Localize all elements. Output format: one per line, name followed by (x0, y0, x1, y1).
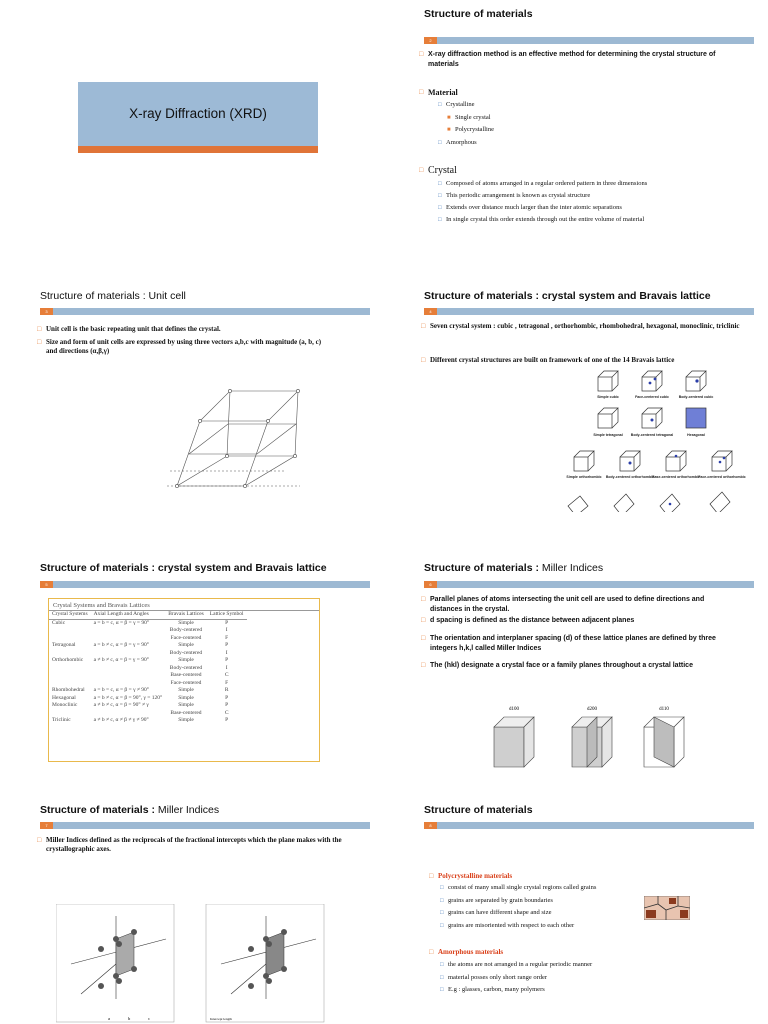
slide-xrd-title (0, 0, 384, 256)
lattice-simple-tetragonal (593, 408, 622, 437)
bullet: □ Size and form of unit cells are expressed by using three vectors a,b,c with magnitude (a, b, c) and directions (α,β,γ) (37, 338, 322, 355)
table-cell: Body-centered (169, 649, 203, 656)
table-cell: Cubic (52, 619, 66, 626)
grain-illustration (644, 896, 690, 920)
lattice-bcc (679, 371, 714, 399)
slide-number: 7 (40, 822, 53, 829)
table-cell: a ≠ b ≠ c, α = β = 90° ≠ γ (93, 702, 149, 708)
svg-text:Body-centered tetragonal: Body-centered tetragonal (630, 433, 674, 437)
table-cell: Rhombohedral (52, 687, 85, 693)
table-cell (91, 710, 166, 718)
table-row (49, 665, 247, 673)
lattice-triclinic: Triclinic (710, 492, 730, 512)
bullet: □ Polycrystalline materials (429, 872, 513, 880)
svg-text:Base-centered orthorhombic: Base-centered orthorhombic (652, 475, 700, 479)
sub-bullet: □ consist of many small single crystal regions called grains (440, 884, 597, 891)
title-bold: Structure of materials : (40, 804, 158, 816)
svg-text:Simple orthorhombic: Simple orthorhombic (566, 475, 602, 479)
bullet-text: Crystal (428, 165, 457, 176)
sub-bullet: □ E.g : glasses, carbon, many polymers (440, 986, 545, 993)
bullet: □ Different crystal structures are built on framework of one of the 14 Bravais lattice (421, 356, 675, 364)
table-cell: a = b = c, α = β = γ ≠ 90° (93, 687, 149, 693)
unit-cell-diagram (165, 376, 305, 496)
slide-header-bar (40, 308, 370, 315)
table-cell (49, 650, 91, 658)
table-cell: P (225, 717, 229, 723)
title-bold: Structure of materials : (424, 562, 542, 574)
table-cell: I (225, 627, 228, 633)
sub-bullet: □ grains are misoriented with respect to each other (440, 922, 575, 929)
svg-text:Simple tetragonal: Simple tetragonal (593, 433, 623, 437)
table-cell: Simple (178, 619, 194, 626)
bullet-text: Single crystal (455, 114, 491, 121)
slide-unit-cell (0, 256, 384, 512)
bullet-text: consist of many small single crystal regions called grains (448, 884, 597, 891)
table-header-cell: Bravais Lattices (165, 611, 207, 619)
slide-header-bar (424, 37, 754, 44)
table-row (49, 627, 247, 635)
table-cell: C (224, 709, 229, 716)
table-cell: Body-centered (169, 664, 203, 671)
table-cell: Face-centered (170, 679, 202, 686)
table-cell: Simple (178, 657, 194, 663)
table-cell: P (225, 642, 229, 648)
slide-title: Structure of materials : Unit cell (40, 290, 186, 302)
table-cell (49, 627, 91, 635)
bullet: □ X-ray diffraction method is an effective method for determining the crystal structure of materials (419, 51, 716, 68)
bullet-text: Size and form of unit cells are expressed by using three vectors a,b,c with magnitude (a, b, c) and directions (α,β,γ) (46, 338, 322, 355)
bullet-text: material posses only short range order (448, 974, 548, 981)
bullet-text: Different crystal structures are built on framework of one of the 14 Bravais lattice (430, 356, 675, 364)
slide-number: 5 (40, 581, 53, 588)
table-cell: Orthorhombic (52, 657, 84, 663)
slide-header-bar (424, 308, 754, 315)
table-cell: Hexagonal (52, 694, 76, 701)
table-cell: a = b ≠ c, α = β = γ = 90° (93, 642, 149, 648)
slide-header-bar (40, 822, 370, 829)
bullet-text: The (hkl) designate a crystal face or a family planes throughout a crystal lattice (430, 662, 693, 669)
lattice-basec-monoclinic: Base-centered monoclinic (648, 494, 692, 512)
slide-header-bar (40, 581, 370, 588)
table-cell: R (224, 687, 229, 693)
svg-text:Body-centered orthorhombic: Body-centered orthorhombic (605, 475, 655, 479)
table-cell: Triclinic (52, 717, 71, 723)
slide-title: Structure of materials : crystal system and Bravais lattice (40, 562, 327, 574)
bullet: □ Crystal (419, 165, 457, 176)
slide-miller-indices-2 (0, 768, 384, 1024)
table-cell: Monoclinic (52, 702, 78, 708)
table-cell: Tetragonal (52, 642, 76, 648)
bullet-text: Amorphous (446, 139, 477, 146)
table-cell: a ≠ b ≠ c, α = β = γ = 90° (93, 657, 149, 663)
slide-number: 2 (424, 37, 437, 44)
bullet: □ Amorphous materials (429, 948, 504, 956)
slide-header-bar (424, 822, 754, 829)
table-row (49, 672, 247, 680)
sub-bullet: □ Composed of atoms arranged in a regular ordered pattern in three dimensions (438, 180, 648, 187)
slide-title: Structure of materials : crystal system and Bravais lattice (424, 290, 711, 302)
lattice-fcc (635, 371, 669, 399)
bullet-text: The orientation and interplaner spacing (d) of these lattice planes are defined by three integers h,k,l called Miller Indices (430, 635, 716, 652)
lattice-rhombohedral: Rhombohedral (566, 496, 591, 512)
sub-bullet: □ Crystalline (438, 101, 475, 108)
bullet: □ d spacing is defined as the distance between adjacent planes (421, 617, 635, 624)
table-cell: F (225, 634, 229, 641)
lattice-simple-ortho (566, 451, 601, 479)
sub-sub-bullet: ■ Polycrystalline (447, 126, 494, 133)
table-caption: Crystal Systems and Bravais Lattices (49, 599, 319, 611)
d-label-200: d200 (587, 707, 597, 712)
table-header-cell: Axial Length and Angles (91, 611, 166, 619)
lattice-hexagonal (686, 408, 706, 437)
slide-title: Structure of materials (424, 804, 533, 816)
title-light: Miller Indices (157, 804, 220, 816)
bullet: □ The (hkl) designate a crystal face or a family planes throughout a crystal lattice (421, 662, 693, 669)
table-cell (49, 710, 91, 718)
slide-title: Structure of materials (424, 8, 533, 20)
bullet: □ Miller Indices defined as the reciprocals of the fractional intercepts which the plane makes with the crystallographic axes. (37, 836, 342, 853)
sub-sub-bullet: ■ Single crystal (447, 114, 491, 121)
lattice-simple-cubic (597, 371, 619, 399)
table-cell: I (225, 649, 228, 656)
table-cell (91, 650, 166, 658)
title-text: X-ray Diffraction (XRD) (129, 106, 267, 121)
slide-miller-indices-1 (384, 512, 768, 780)
title-box (78, 82, 318, 146)
bullet-text: Crystalline (446, 101, 475, 108)
sub-bullet: □ the atoms are not arranged in a regular periodic manner (440, 961, 593, 968)
table-cell (91, 672, 166, 680)
bullet-text: Composed of atoms arranged in a regular ordered pattern in three dimensions (446, 180, 648, 187)
table-cell: Simple (178, 717, 194, 723)
slide-header-bar (424, 581, 754, 588)
table-row (49, 702, 247, 710)
table-cell (49, 635, 91, 643)
axis-label-c: c (148, 1016, 150, 1021)
svg-text:Face-centered cubic: Face-centered cubic (635, 395, 669, 399)
bullet-text: Amorphous materials (438, 948, 504, 956)
slide-number: 8 (424, 822, 437, 829)
table-row (49, 619, 247, 627)
lattice-simple-monoclinic: Simple Monoclinic (609, 494, 640, 512)
table-cell: Body-centered (169, 627, 203, 633)
bullet-text: Parallel planes of atoms intersecting the unit cell are used to define directions and distances in the crystal. (430, 596, 705, 613)
table-header-cell: Lattice Symbol (207, 611, 247, 619)
title-accent-strip (78, 146, 318, 153)
bullet-text: the atoms are not arranged in a regular periodic manner (448, 961, 593, 968)
bullet-text: Polycrystalline (455, 126, 494, 133)
table-cell: a = b = c, α = β = γ = 90° (93, 619, 150, 626)
table-cell (49, 680, 91, 688)
table-row (49, 657, 247, 665)
table-cell: Base-centered (170, 709, 202, 716)
sub-bullet: □ material posses only short range order (440, 974, 548, 981)
bullet-text: X-ray diffraction method is an effective method for determining the crystal structure of materials (428, 51, 716, 68)
bullet-text: grains are separated by grain boundaries (448, 897, 553, 904)
bravais-table-box (48, 598, 320, 762)
slide-title (424, 562, 603, 574)
table-cell: Simple (178, 687, 194, 693)
table-row (49, 635, 247, 643)
bullet: □ Unit cell is the basic repeating unit that defines the crystal. (37, 325, 221, 333)
table-cell (49, 665, 91, 673)
table-row (49, 695, 247, 703)
lattice-bc-ortho (606, 451, 654, 479)
table-row (49, 642, 247, 650)
table-row (49, 717, 247, 725)
table-cell: Base-centered (170, 672, 202, 678)
table-row (49, 710, 247, 718)
table-cell: P (225, 694, 229, 701)
sub-bullet: □ Extends over distance much larger than the inter atomic separations (438, 204, 622, 211)
axis-label-a: a (108, 1016, 110, 1021)
slide-number: 3 (40, 308, 53, 315)
lattice-bc-tetragonal (631, 408, 673, 437)
bullet-text: E.g : glasses, carbon, many polymers (448, 986, 545, 993)
table-cell (91, 665, 166, 673)
bullet: □ The orientation and interplaner spacing (d) of these lattice planes are defined by three integers h,k,l called Miller Indices (421, 635, 716, 652)
slide-title (40, 804, 219, 816)
title-light: Miller Indices (541, 562, 604, 574)
bullet-text: d spacing is defined as the distance between adjacent planes (430, 617, 635, 624)
table-header-cell: Crystal Systems (49, 611, 91, 619)
miller-intercepts-figure (56, 904, 336, 1024)
bullet-text: Miller Indices defined as the reciprocals of the fractional intercepts which the plane makes with the crystallographic axes. (46, 836, 342, 853)
axis-label-b: b (128, 1016, 131, 1021)
table-cell: Face-centered (170, 634, 202, 641)
svg-text:Face-centered orthorhombic: Face-centered orthorhombic (698, 475, 746, 479)
sub-bullet: □ This periodic arrangement is known as crystal structure (438, 192, 591, 199)
table-cell: P (225, 619, 229, 626)
bravais-lattice-figure (534, 366, 764, 525)
svg-text:Simple cubic: Simple cubic (597, 395, 619, 399)
table-cell: Simple (178, 702, 194, 708)
table-cell (91, 627, 166, 635)
table-cell: F (225, 679, 229, 686)
svg-text:Hexagonal: Hexagonal (687, 433, 705, 437)
slide-structure-of-materials (384, 0, 768, 256)
svg-text:Body-centered cubic: Body-centered cubic (678, 395, 714, 399)
bullet: □ Parallel planes of atoms intersecting the unit cell are used to define directions and distances in the crystal. (421, 596, 705, 613)
bullet-text: This periodic arrangement is known as crystal structure (446, 192, 591, 199)
bullet: □ Seven crystal system : cubic , tetragonal , orthorhombic, rhombohedral, hexagonal, monoclinic, triclinic (421, 322, 740, 330)
table-row (49, 687, 247, 695)
lattice-basec-ortho (652, 451, 700, 479)
d-label-100: d100 (509, 707, 519, 712)
bullet: □ Material (419, 88, 458, 97)
table-cell (49, 672, 91, 680)
table-cell: a ≠ b ≠ c, α ≠ β ≠ γ ≠ 90° (93, 717, 149, 723)
sub-bullet: □ In single crystal this order extends through out the entire volume of material (438, 216, 645, 223)
bullet-text: grains can have different shape and size (448, 909, 552, 916)
slide-bravais-lattice (384, 256, 768, 525)
lattice-fc-ortho (698, 451, 746, 479)
bullet-text: grains are misoriented with respect to each other (448, 922, 575, 929)
table-cell: a = b ≠ c, α = β = 90°, γ = 120° (93, 694, 163, 701)
table-cell: P (225, 657, 229, 663)
bravais-table (49, 611, 247, 725)
bullet-text: Seven crystal system : cubic , tetragonal , orthorhombic, rhombohedral, hexagonal, monoclinic, triclinic (430, 322, 740, 330)
bullet-text: Unit cell is the basic repeating unit that defines the crystal. (46, 325, 221, 333)
bullet-text: In single crystal this order extends through out the entire volume of material (446, 216, 645, 223)
bullet-text: Extends over distance much larger than the inter atomic separations (446, 204, 622, 211)
table-row (49, 650, 247, 658)
table-row (49, 680, 247, 688)
sub-bullet: □ grains are separated by grain boundaries (440, 897, 553, 904)
slide-number: 4 (424, 308, 437, 315)
table-cell: C (224, 672, 229, 678)
sub-bullet: □ Amorphous (438, 139, 477, 146)
bullet-text: Polycrystalline materials (438, 872, 513, 880)
slide-poly-amorphous (384, 768, 768, 1024)
table-cell (91, 680, 166, 688)
slide-number: 6 (424, 581, 437, 588)
d-label-110: d110 (659, 707, 669, 712)
table-cell (91, 635, 166, 643)
sub-bullet: □ grains can have different shape and size (440, 909, 552, 916)
table-cell: Simple (178, 642, 194, 648)
table-cell: Simple (178, 694, 194, 701)
table-cell: I (225, 664, 228, 671)
bullet-text: Material (428, 88, 458, 97)
intercept-label: Intercept length (210, 1017, 233, 1021)
table-cell: P (225, 702, 229, 708)
miller-planes-figure: d100 d200 d110 (100) (200) (110) (484, 702, 714, 768)
